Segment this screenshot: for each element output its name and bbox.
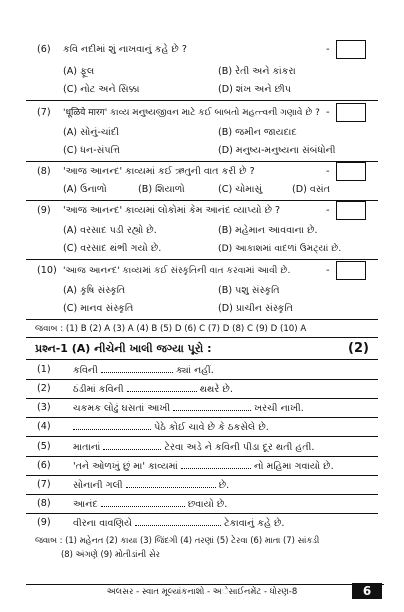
option-a: (A) સોનું-ચાંદી — [63, 127, 120, 138]
fill-item — [73, 402, 304, 415]
answer-dash: - — [326, 107, 330, 118]
fill-post: છે. — [218, 480, 230, 491]
fill-item — [73, 498, 227, 511]
option-b: (B) રેતી અને કાંકરા — [218, 66, 296, 77]
blank[interactable] — [101, 498, 185, 507]
fill-post: છવાયો છે. — [187, 499, 228, 510]
fill-post: ક્યાં નહીં. — [175, 365, 214, 376]
separator — [26, 359, 378, 360]
blank[interactable] — [126, 479, 216, 488]
footer-text: અલસર - સ્વાત મૂલ્યાંકનાશો - અેસાઈનમેંટ - ધોરણ-8 — [106, 587, 298, 597]
option-a: (A) ફૂલ — [63, 66, 95, 77]
option-b: (B) પશુ સંસ્કૃતિ — [218, 285, 280, 296]
separator — [26, 319, 378, 320]
fill-number: (9) — [37, 517, 51, 528]
fill-post: ટેકાવાનું કહે છે. — [224, 518, 285, 529]
separator — [26, 200, 378, 201]
question-text: 'આજ આનન્દ' કાવ્યમાં કઈ ઋતુની વાત કરી છે ? — [63, 166, 255, 177]
question-text: 'આજ આનન્દ' કાવ્યમાં લોકોમાં કેમ આનંદ વ્યાપ્યો છે ? — [63, 205, 281, 216]
blank[interactable] — [173, 402, 251, 411]
blank[interactable] — [127, 383, 197, 392]
separator — [26, 259, 378, 260]
option-d: (D) પ્રાચીન સંસ્કૃતિ — [218, 303, 293, 314]
option-b: (B) શિયાળો — [138, 184, 185, 195]
separator — [26, 398, 378, 399]
option-a: (A) વરસાદ પડી રહ્યો છે. — [63, 225, 157, 236]
option-a: (A) કૃષિ સંસ્કૃતિ — [63, 285, 126, 296]
answer-dash: - — [326, 205, 330, 216]
option-d: (D) વસંત — [292, 184, 331, 195]
fill-number: (8) — [37, 498, 51, 509]
footer-rule — [26, 584, 384, 585]
fill-post: ખરચી નાખી. — [254, 403, 304, 414]
option-c: (C) માનવ સંસ્કૃતિ — [63, 303, 134, 314]
fill-item — [73, 441, 314, 454]
option-b: (B) જમીન જાયદાદ — [218, 127, 297, 138]
fill-number: (4) — [37, 421, 51, 432]
blank[interactable] — [101, 364, 173, 373]
fill-pre: વીરના વાવણિયે — [73, 518, 132, 529]
answer-key: જવાબ : (1) મહેનત (2) કાયા (3) જિંદગી (4) તરણાં (5) ટેરવા (6) માતા (7) સાંકડી — [35, 535, 320, 545]
fill-post: થથરે છે. — [199, 384, 233, 395]
fill-post: ટેરવા અડે ને કવિની પીડા દૂર થતી હતી. — [164, 442, 315, 453]
answer-box[interactable] — [336, 162, 366, 181]
answer-box[interactable] — [336, 201, 366, 220]
fill-number: (2) — [37, 383, 51, 394]
answer-box[interactable] — [336, 103, 366, 122]
question-text: કવિ નદીમાં શું નાખવાનું કહે છે ? — [63, 44, 187, 55]
option-c: (C) ચોમાસું — [218, 184, 263, 195]
question-number: (9) — [37, 205, 51, 216]
fill-item — [73, 517, 284, 530]
option-c: (C) નોટ અને સિક્કા — [63, 84, 140, 95]
answer-key-continued: (8) અંગણે (9) મોતીડાંની સેર — [61, 549, 160, 559]
option-d: (D) શંખ અને છીપ — [218, 84, 291, 95]
option-c: (C) વરસાદ થંભી ગયો છે. — [63, 243, 162, 254]
option-d: (D) મનુષ્ય-મનુષ્યના સંબંધોની — [218, 145, 336, 156]
fill-pre: માતાનાં — [73, 442, 101, 453]
separator — [26, 161, 378, 162]
answer-dash: - — [326, 265, 330, 276]
separator — [26, 475, 378, 476]
fill-item — [73, 364, 214, 377]
fill-pre: સોનાની ગલી — [73, 480, 123, 491]
fill-item — [73, 383, 233, 396]
question-number: (6) — [37, 44, 51, 55]
fill-number: (7) — [37, 479, 51, 490]
separator — [26, 417, 378, 418]
section-heading: પ્રશ્ન-1 (A) નીચેની ખાલી જગ્યા પૂરો : — [35, 342, 212, 355]
option-a: (A) ઉનાળો — [63, 184, 107, 195]
fill-item — [73, 479, 229, 492]
question-number: (10) — [37, 265, 57, 276]
separator — [26, 494, 378, 495]
blank[interactable] — [181, 460, 251, 469]
fill-pre: આનંદ — [73, 499, 98, 510]
answer-box[interactable] — [336, 261, 366, 280]
answer-box[interactable] — [336, 40, 366, 59]
section-marks: (2) — [348, 341, 369, 356]
fill-item — [73, 460, 334, 473]
answer-dash: - — [326, 44, 330, 55]
blank[interactable] — [73, 421, 151, 430]
answer-key: જવાબ : (1) B (2) A (3) A (4) B (5) D (6) C (7) D (8) C (9) D (10) A — [35, 324, 307, 334]
fill-item — [73, 421, 269, 434]
separator — [26, 513, 378, 514]
page-number: 6 — [352, 583, 382, 599]
option-b: (B) મહેમાન આવવાના છે. — [218, 225, 318, 236]
fill-pre: કવિની — [73, 365, 98, 376]
fill-pre: ઠંડીમાં કવિની — [73, 384, 124, 395]
fill-pre: ચકમક લોઢું ઘસતાં આખી — [73, 403, 171, 414]
fill-number: (1) — [37, 364, 51, 375]
fill-number: (5) — [37, 441, 51, 452]
fill-post: નો મહિમા ગવાયો છે. — [254, 461, 334, 472]
blank[interactable] — [135, 517, 221, 526]
answer-dash: - — [326, 166, 330, 177]
fill-post: પેઠે કોઈ ચાવે છે કે ઠકસેલે છે. — [154, 422, 269, 433]
question-text: 'આજ આનન્દ' કાવ્યમાં કઈ સંસ્કૃતિની વાત કરવામાં આવી છે. — [63, 265, 291, 276]
question-number: (7) — [37, 107, 51, 118]
separator — [26, 337, 378, 338]
question-number: (8) — [37, 166, 51, 177]
separator — [26, 379, 378, 380]
option-c: (C) ધન-સંપત્તિ — [63, 145, 121, 156]
question-text: 'धूळिये मारग' કાવ્ય મનુષ્યજીવન માટે કઈ બાબતો મહત્ત્વની ગણાવે છે ? — [63, 108, 320, 118]
fill-number: (6) — [37, 460, 51, 471]
fill-pre: 'તને ઓળખું છું મા' કાવ્યમાં — [73, 461, 178, 472]
fill-number: (3) — [37, 402, 51, 413]
separator — [26, 100, 378, 101]
separator — [26, 456, 378, 457]
separator — [26, 436, 378, 437]
blank[interactable] — [103, 441, 161, 450]
option-d: (D) આકાશમાં વાદળાં ઉમટ્યાં છે. — [218, 243, 342, 254]
